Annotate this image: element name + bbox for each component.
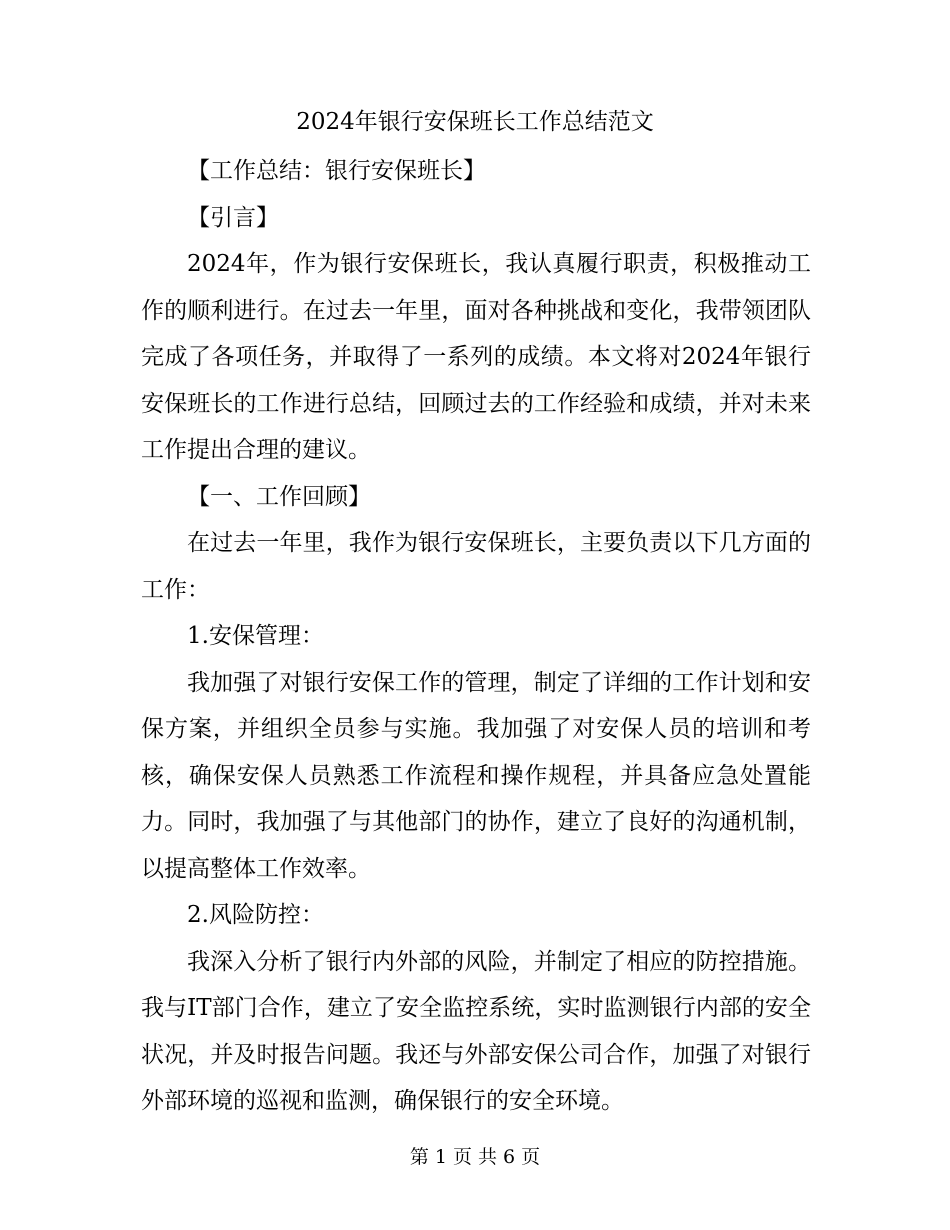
body-paragraph: 在过去一年里，我作为银行安保班长，主要负责以下几方面的工作： <box>141 530 811 603</box>
section-heading: 【工作总结：银行安保班长】 <box>187 158 486 184</box>
page-footer: 第 1 页 共 6 页 <box>409 1146 541 1168</box>
body-paragraph: 我加强了对银行安保工作的管理，制定了详细的工作计划和安保方案，并组织全员参与实施。我加强了对安保人员的培训和考核，确保安保人员熟悉工作流程和操作规程，并具备应急处置能力。同时，我加强了与其他部门的协作，建立了良好的沟通机制，以提高整体工作效率。 <box>141 669 811 882</box>
document-title: 2024年银行安保班长工作总结范文 <box>296 109 654 135</box>
subsection-heading: 2.风险防控： <box>187 902 324 928</box>
subsection-heading: 1.安保管理： <box>187 623 324 649</box>
document-body <box>141 148 811 1125</box>
body-paragraph: 我深入分析了银行内外部的风险，并制定了相应的防控措施。我与IT部门合作，建立了安全监控系统，实时监测银行内部的安全状况，并及时报告问题。我还与外部安保公司合作，加强了对银行外部环境的巡视和监测，确保银行的安全环境。 <box>141 948 811 1114</box>
section-heading: 【引言】 <box>187 204 279 231</box>
body-paragraph: 2024年，作为银行安保班长，我认真履行职责，积极推动工作的顺利进行。在过去一年里，面对各种挑战和变化，我带领团队完成了各项任务，并取得了一系列的成绩。本文将对2024年银行安保班长的工作进行总结，回顾过去的工作经验和成绩，并对未来工作提出合理的建议。 <box>141 251 811 463</box>
section-heading: 【一、工作回顾】 <box>187 483 371 510</box>
